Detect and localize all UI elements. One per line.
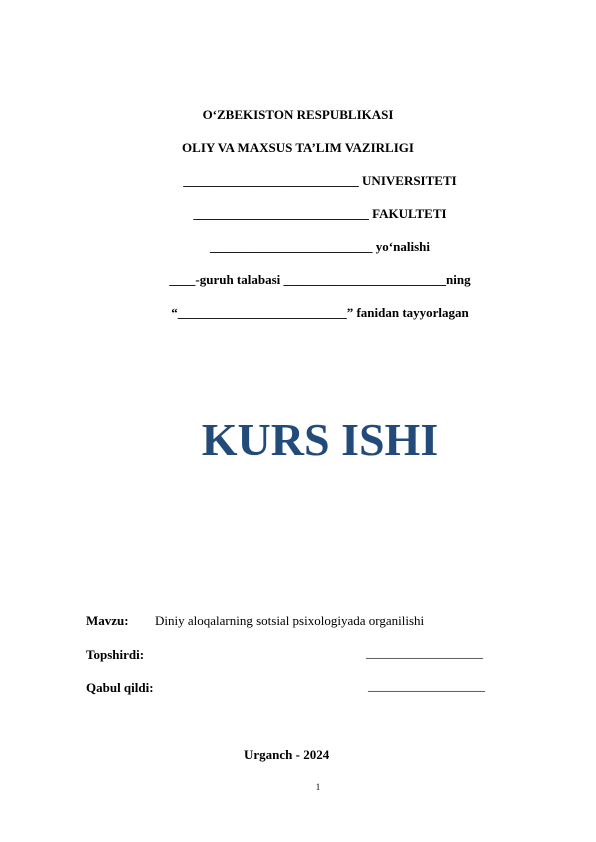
topic-label: Mavzu:	[86, 613, 129, 628]
page-number: 1	[315, 782, 321, 792]
accepted-by-blank: __________________	[368, 678, 485, 693]
topic-value: Diniy aloqalarning sotsial psixologiyada organilishi	[155, 613, 425, 628]
document-title: KURS ISHI	[201, 414, 439, 465]
header-student-group: ____-guruh talabasi _________________________ning	[169, 272, 471, 287]
header-republic: O‘ZBEKISTON RESPUBLIKASI	[202, 107, 394, 122]
submitted-by-label: Topshirdi:	[86, 647, 145, 662]
header-direction: _________________________ yo‘nalishi	[210, 239, 430, 254]
submitted-by-blank: __________________	[366, 645, 483, 660]
header-university: ___________________________ UNIVERSITETI	[183, 173, 457, 188]
place-year: Urganch - 2024	[244, 747, 330, 762]
header-faculty: ___________________________ FAKULTETI	[193, 206, 447, 221]
accepted-by-label: Qabul qildi:	[86, 680, 154, 695]
header-subject: “__________________________” fanidan tayyorlagan	[171, 305, 469, 320]
header-ministry: OLIY VA MAXSUS TA’LIM VAZIRLIGI	[182, 140, 414, 155]
